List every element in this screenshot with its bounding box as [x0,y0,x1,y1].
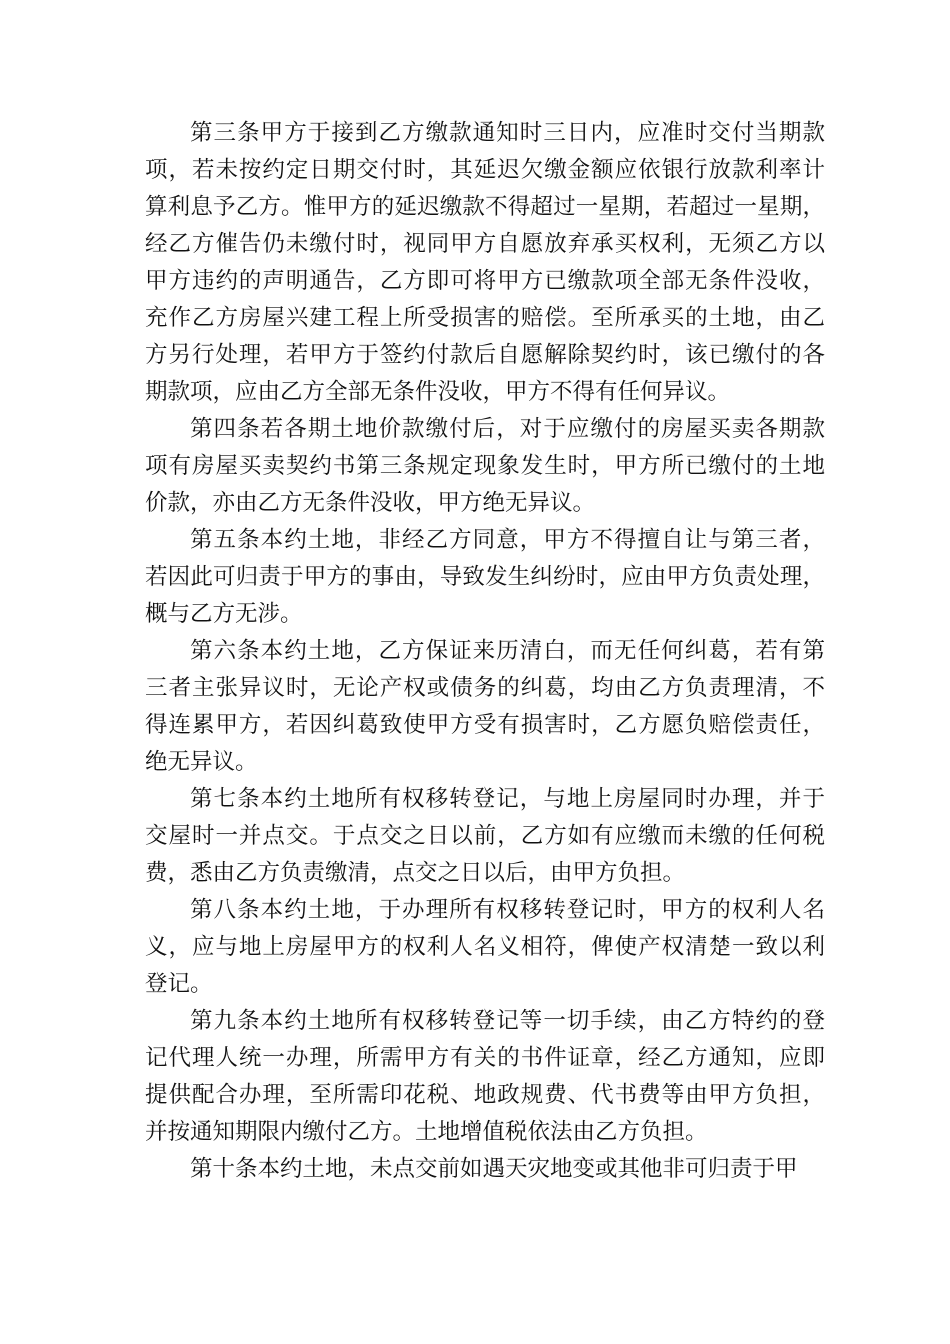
paragraph-7-line-2: 记代理人统一办理，所需甲方有关的书件证章，经乙方通知，应即 [145,1045,825,1071]
paragraph-2-line-2: 项有房屋买卖契约书第三条规定现象发生时，甲方所已缴付的土地 [145,453,825,479]
paragraph-4-line-2: 三者主张异议时，无论产权或债务的纠葛，均由乙方负责理清，不 [145,675,825,701]
paragraph-3-line-2: 若因此可归责于甲方的事由，导致发生纠纷时，应由甲方负责处理， [145,564,825,590]
paragraph-5-line-3: 费，悉由乙方负责缴清，点交之日以后，由甲方负担。 [145,860,686,886]
paragraph-6-line-2: 义，应与地上房屋甲方的权利人名义相符，俾使产权清楚一致以利 [145,934,825,960]
paragraph-3-line-1: 第五条本约土地，非经乙方同意，甲方不得擅自让与第三者， [190,527,825,553]
paragraph-1-line-3: 算利息予乙方。惟甲方的延迟缴款不得超过一星期，若超过一星期， [145,194,825,220]
paragraph-2-line-3: 价款，亦由乙方无条件没收，甲方绝无异议。 [145,490,596,516]
paragraph-1-line-2: 项，若未按约定日期交付时，其延迟欠缴金额应依银行放款利率计 [145,157,825,183]
paragraph-1-line-4: 经乙方催告仍未缴付时，视同甲方自愿放弃承买权利，无须乙方以 [145,231,825,257]
paragraph-1-line-6: 充作乙方房屋兴建工程上所受损害的赔偿。至所承买的土地，由乙 [145,305,825,331]
paragraph-6-line-1: 第八条本约土地，于办理所有权移转登记时，甲方的权利人名 [190,897,825,923]
paragraph-4-line-4: 绝无异议。 [145,749,258,775]
document-page [145,115,825,1188]
paragraph-5-line-2: 交屋时一并点交。于点交之日以前，乙方如有应缴而未缴的任何税 [145,823,825,849]
paragraph-5-line-1: 第七条本约土地所有权移转登记，与地上房屋同时办理，并于 [190,786,825,812]
paragraph-6-line-3: 登记。 [145,971,213,997]
paragraph-4-line-3: 得连累甲方，若因纠葛致使甲方受有损害时，乙方愿负赔偿责任， [145,712,825,738]
paragraph-7-line-3: 提供配合办理，至所需印花税、地政规费、代书费等由甲方负担， [145,1082,825,1108]
paragraph-2-line-1: 第四条若各期土地价款缴付后，对于应缴付的房屋买卖各期款 [190,416,825,442]
paragraph-1-line-5: 甲方违约的声明通告，乙方即可将甲方已缴款项全部无条件没收， [145,268,825,294]
paragraph-8-line-1: 第十条本约土地，未点交前如遇天灾地变或其他非可归责于甲 [190,1156,798,1182]
paragraph-7-line-1: 第九条本约土地所有权移转登记等一切手续，由乙方特约的登 [190,1008,825,1034]
paragraph-1-line-1: 第三条甲方于接到乙方缴款通知时三日内，应准时交付当期款 [190,120,825,146]
paragraph-4-line-1: 第六条本约土地，乙方保证来历清白，而无任何纠葛，若有第 [190,638,825,664]
paragraph-1-line-7: 方另行处理，若甲方于签约付款后自愿解除契约时，该已缴付的各 [145,342,825,368]
paragraph-3-line-3: 概与乙方无涉。 [145,601,303,627]
paragraph-1-line-8: 期款项，应由乙方全部无条件没收，甲方不得有任何异议。 [145,379,731,405]
paragraph-7-line-4: 并按通知期限内缴付乙方。土地增值税依法由乙方负担。 [145,1119,708,1145]
